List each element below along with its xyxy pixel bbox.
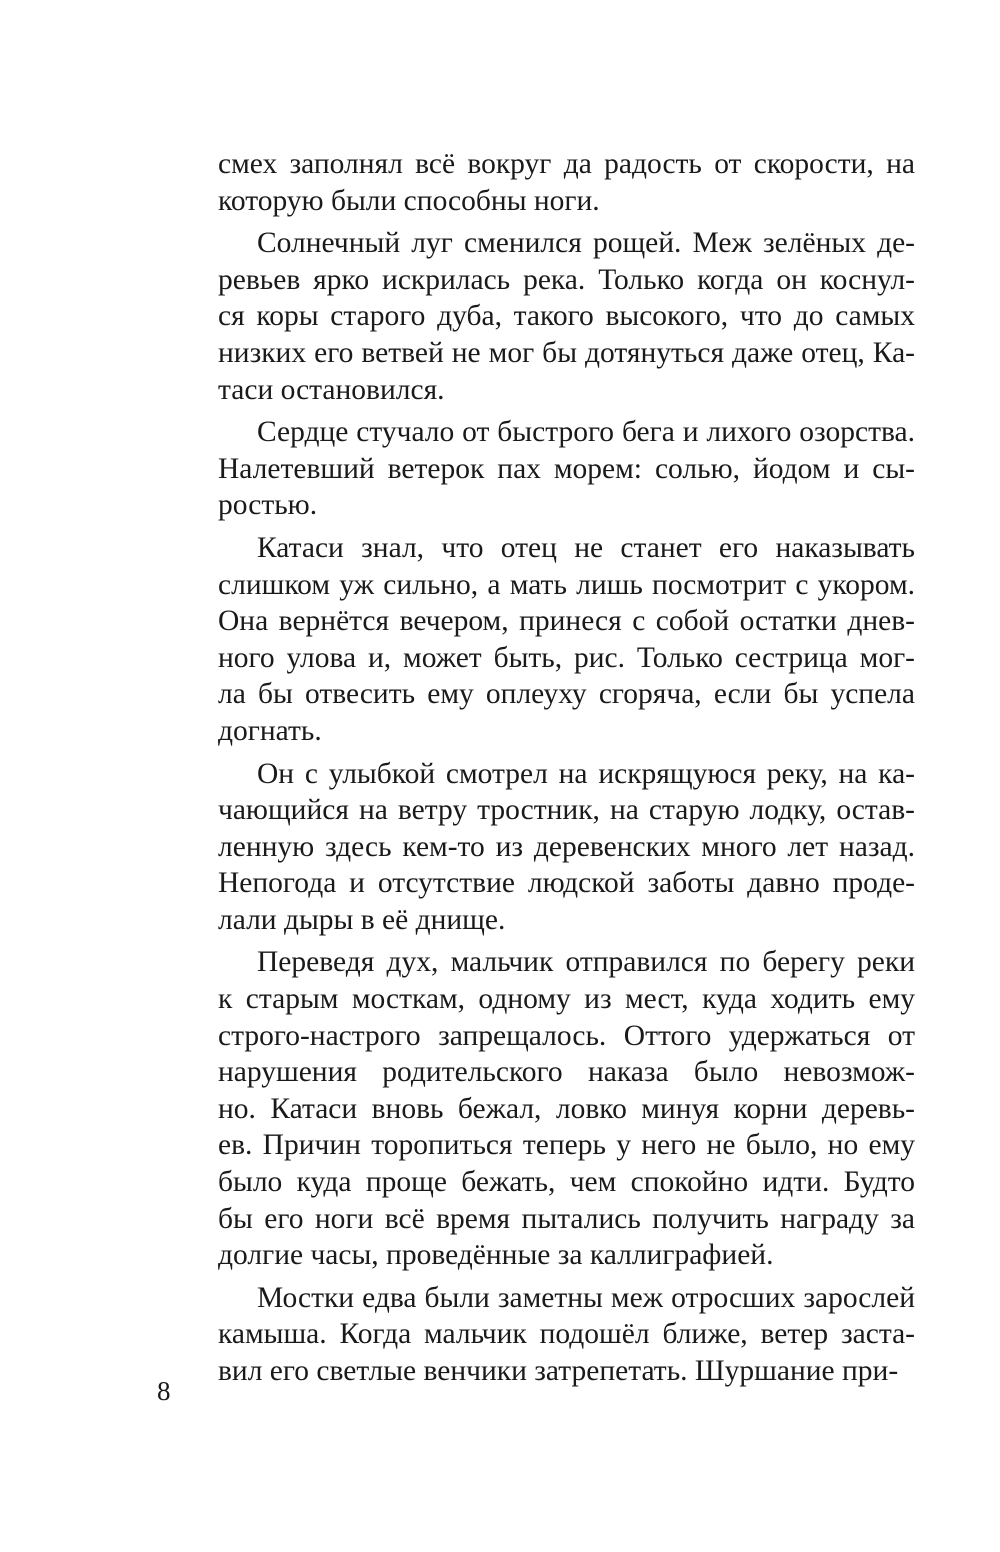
- text-line: лали дыры в её днище.: [218, 903, 506, 936]
- text-line: таси остановился.: [218, 373, 445, 406]
- text-line: которую были способны ноги.: [218, 184, 600, 217]
- text-line: Непогода и отсутствие людской заботы давно проде-: [218, 867, 915, 900]
- text-line: слишком уж сильно, а мать лишь посмотрит с укором.: [218, 568, 915, 601]
- text-line: Переведя дух, мальчик отправился по берегу реки: [257, 946, 915, 979]
- text-line: строго-настрого запрещалось. Оттого удержаться от: [218, 1019, 915, 1052]
- text-line: ев. Причин торопиться теперь у него не было, но ему: [218, 1129, 915, 1162]
- paragraph: [218, 756, 915, 939]
- text-line: Сердце стучало от быстрого бега и лихого озорства.: [257, 416, 915, 449]
- text-line: ревьев ярко искрилась река. Только когда он коснул-: [218, 263, 915, 296]
- paragraph: [218, 146, 915, 219]
- text-line: Катаси знал, что отец не станет его наказывать: [257, 531, 915, 564]
- page-number: 8: [157, 1376, 171, 1406]
- paragraph: [218, 414, 915, 524]
- paragraph: [218, 944, 915, 1273]
- text-line: догнать.: [218, 714, 322, 747]
- text-line: вил его светлые венчики затрепетать. Шуршание при-: [218, 1355, 899, 1387]
- text-line: ся коры старого дуба, такого высокого, что до самых: [218, 300, 915, 333]
- text-line: долгие часы, проведённые за каллиграфией.: [218, 1239, 774, 1272]
- text-line: было куда проще бежать, чем спокойно идти. Будто: [218, 1166, 915, 1199]
- paragraph: [218, 530, 915, 750]
- text-line: ленную здесь кем-то из деревенских много лет назад.: [218, 830, 915, 863]
- body-text: [218, 146, 915, 1396]
- text-line: Он с улыбкой смотрел на искрящуюся реку, на ка-: [257, 757, 915, 790]
- text-line: к старым мосткам, одному из мест, куда ходить ему: [218, 983, 915, 1016]
- text-line: но. Катаси вновь бежал, ловко минуя корни деревь-: [218, 1092, 915, 1125]
- paragraph: [218, 1280, 915, 1390]
- text-line: чающийся на ветру тростник, на старую лодку, остав-: [218, 794, 915, 827]
- paragraph: [218, 225, 915, 408]
- text-line: нарушения родительского наказа было невозмож-: [218, 1056, 915, 1089]
- text-line: смех заполнял всё вокруг да радость от скорости, на: [218, 148, 915, 180]
- text-line: ростью.: [218, 489, 318, 522]
- text-line: низких его ветвей не мог бы дотянуться даже отец, Ка-: [218, 336, 915, 369]
- text-line: Мостки едва были заметны меж отросших зарослей: [257, 1281, 915, 1314]
- text-line: ла бы отвесить ему оплеуху сгоряча, если бы успела: [218, 678, 915, 711]
- text-line: Она вернётся вечером, принеся с собой остатки днев-: [218, 605, 915, 638]
- text-line: ного улова и, может быть, рис. Только сестрица мог-: [218, 641, 915, 674]
- text-line: бы его ноги всё время пытались получить награду за: [218, 1202, 915, 1235]
- text-line: Солнечный луг сменился рощей. Меж зелёных де-: [257, 227, 915, 260]
- text-line: камыша. Когда мальчик подошёл ближе, ветер заста-: [218, 1318, 915, 1351]
- text-line: Налетевший ветерок пах морем: солью, йодом и сы-: [218, 452, 915, 485]
